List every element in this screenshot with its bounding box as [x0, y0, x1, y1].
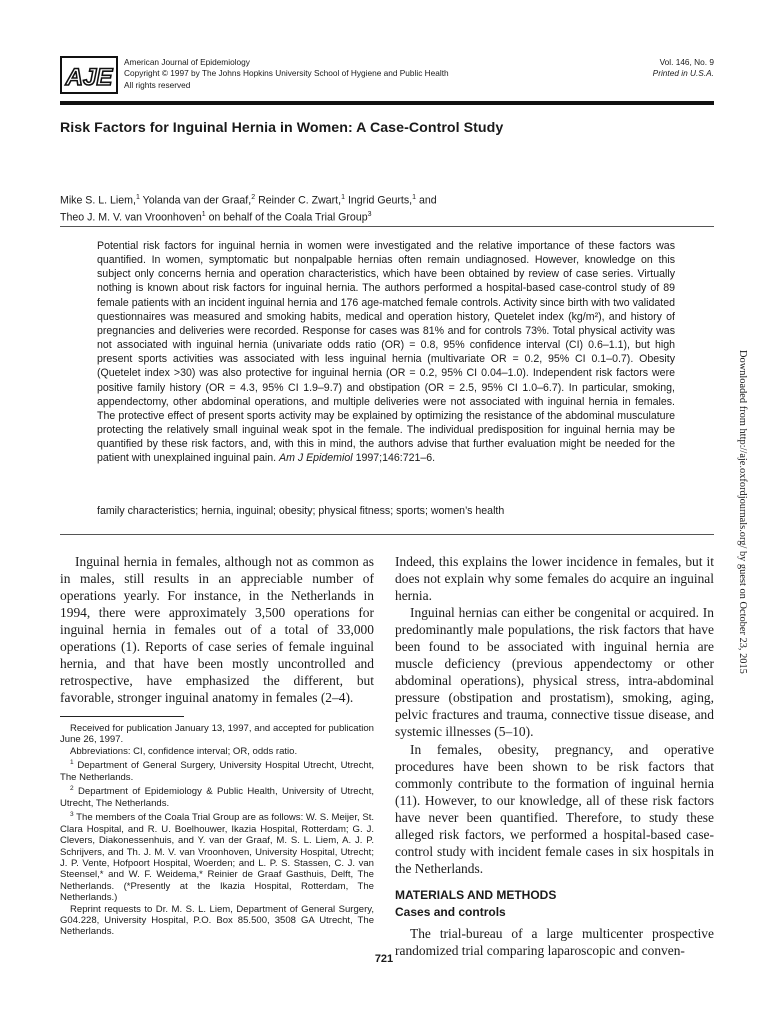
author-affiliation-mark: 3	[367, 211, 372, 219]
section-heading: MATERIALS AND METHODS	[395, 887, 557, 902]
footnote-1: $^1$ Department of General Surgery, University Hospital Utrecht, Utrecht, The Netherlands.	[60, 759, 374, 783]
footnote-3: $^3$ The members of the Coala Trial Group are as follows: W. S. Meijer, St. Clara Hospital, and R. U. Boelhouwer, Ikazia Hospital, Rotterdam; G. J. Clevers, Diakonessenhuis, and Y. van der Graaf, M. S. L. Liem, A. J. P. Schrijvers, and Th. J. M. V. van Vroonhoven, University Hospital, Utrecht; J. P. Vente, Hofpoort Hospital, Woerden; and L. P. S. Stassen, C. J. van Steensel,* and W. F. Weidema,* Reinier de Graaf Gasthuis, Delft, The Netherlands. (*Presently at the Ikazia Hospital, Rotterdam, The Netherlands.)	[60, 811, 374, 904]
download-note-container	[738, 350, 758, 690]
author-list	[60, 191, 437, 225]
footnotes	[60, 723, 374, 938]
received-note: Received for publication January 13, 1997, and accepted for publication June 26, 1997.	[60, 723, 374, 746]
subsection-heading: Cases and controls	[395, 904, 506, 919]
body-column-right	[395, 553, 714, 959]
abstract-text: Potential risk factors for inguinal hernia in women were investigated and the relative importance of these factors was quantified. In women, symptomatic but nonpalpable hernias often remain undiagnosed. However, knowledge on this subject only concerns hernia and operation characteristics, which have been obtained by review of case series. Virtually nothing is known about risk factors for inguinal hernia. The authors performed a hospital-based case-control study of 89 female patients with an incident inguinal hernia and 176 age-matched female controls. Activity since birth with two validated questionnaires was measured and smoking habits, medical and operation history, Quetelet index (kg/m²), and history of pregnancies and deliveries were recorded. Response for cases was 81% and for controls 73%. Total physical activity was not associated with inguinal hernia (univariate odds ratio (OR) = 0.8, 95% confidence interval (CI) 0.6–1.1), but high present sports activities was associated with less inguinal hernia (multivariate OR = 0.2, 95% CI 0.1–0.7). Obesity (Quetelet index >30) was also protective for inguinal hernia (OR = 0.2, 95% CI 0.04–1.0). Independent risk factors were positive family history (OR = 4.3, 95% CI 1.9–9.7) and obstipation (OR = 2.5, 95% CI 1.0–6.7). In particular, smoking, appendectomy, other abdominal operations, and multiple deliveries were not associated with inguinal hernia in females. The protective effect of present sports activity may be explained by optimizing the resistance of the abdominal musculature protecting the relatively small inguinal weak spot in the female. The individual predisposition for inguinal hernia may be quantified by these risk factors, and, with this in mind, the authors advise that further evaluation might be needed for the patient with unexplained inguinal pain.	[97, 240, 675, 465]
author-name: Yolanda van der Graaf,	[142, 194, 252, 207]
body-paragraph: In females, obesity, pregnancy, and operative procedures have been shown to be risk factors that commonly contribute to the formation of inguinal hernia (11). However, to our knowledge, all of these risk factors have never been quantified. Therefore, to study these alleged risk factors, we performed a hospital-based case-control study with incident female cases in six hospitals in the Netherlands.	[395, 741, 714, 876]
author-name: Reinder C. Zwart,	[258, 194, 342, 207]
author-name: Theo J. M. V. van Vroonhoven	[60, 211, 202, 224]
citation-details: 1997;146:721–6.	[355, 452, 436, 465]
body-paragraph: Indeed, this explains the lower incidence in females, but it does not explain why some females do acquire an inguinal hernia.	[395, 554, 714, 604]
abstract-bottom-rule	[60, 534, 714, 535]
author-group: on behalf of the Coala Trial Group	[208, 211, 368, 224]
logo-letters: AJE	[65, 64, 113, 91]
author-line-1	[60, 191, 437, 208]
body-column-left	[60, 553, 374, 706]
author-affiliation-mark: 2	[251, 194, 256, 201]
author-line-2	[60, 208, 437, 225]
author-affiliation-mark: 1	[412, 194, 417, 201]
article-title: Risk Factors for Inguinal Hernia in Women: A Case-Control Study	[60, 120, 504, 136]
author-name: Mike S. L. Liem,	[60, 194, 136, 207]
footnote-2: $^2$ Department of Epidemiology & Public Health, University of Utrecht, Utrecht, The Netherlands.	[60, 785, 374, 809]
body-paragraph: The trial-bureau of a large multicenter prospective randomized trial comparing laparoscopic and conven-	[395, 925, 714, 958]
page-number: 721	[374, 953, 394, 965]
keywords: family characteristics; hernia, inguinal; obesity; physical fitness; sports; women’s health	[97, 505, 505, 517]
volume-info	[653, 57, 714, 80]
publication-info	[124, 57, 449, 91]
author-affiliation-mark: 1	[135, 194, 140, 201]
reprint-note: Reprint requests to Dr. M. S. L. Liem, Department of General Surgery, G04.228, University Hospital, P.O. Box 85.500, 3508 GA Utrecht, The Netherlands.	[60, 903, 374, 938]
journal-name: American Journal of Epidemiology	[124, 57, 250, 67]
aje-logo-icon	[62, 58, 116, 92]
download-note[interactable]: Downloaded from http://aje.oxfordjournals.org/ by guest on October 23, 2015	[737, 350, 748, 674]
header-rule	[60, 101, 714, 105]
author-affiliation-mark: 1	[201, 211, 206, 219]
author-conjunction: and	[418, 194, 437, 207]
abbreviations-note: Abbreviations: CI, confidence interval; OR, odds ratio.	[70, 745, 298, 757]
citation-journal: Am J Epidemiol	[279, 452, 353, 465]
journal-logo	[60, 56, 118, 94]
journal-header	[60, 56, 714, 100]
copyright-line: Copyright © 1997 by The Johns Hopkins University School of Hygiene and Public Health	[124, 68, 449, 79]
volume-number: Vol. 146, No. 9	[659, 57, 714, 67]
body-paragraph: Inguinal hernias can either be congenital or acquired. In predominantly male populations, the risk factors that have been found to be associated with inguinal hernia are muscle deficiency (previous appendectomy or other abdominal operations), physical stress, intra-abdominal pressure (obstipation and prostatism), smoking, aging, pelvic fractures and trauma, connective tissue disease, and systemic illnesses (5–10).	[395, 605, 714, 740]
abstract	[97, 239, 675, 466]
abstract-top-rule	[60, 226, 714, 227]
footnote-rule	[60, 716, 184, 717]
rights-line: All rights reserved	[124, 79, 191, 90]
author-affiliation-mark: 1	[341, 194, 345, 201]
printed-in: Printed in U.S.A.	[652, 68, 714, 79]
body-paragraph: Inguinal hernia in females, although not as common as in males, still results in an appreciable number of operations yearly. For instance, in the Netherlands in 1994, there were approximately 3,500 operations for inguinal hernia in females out of a total of 33,000 operations (1). Reports of case series of female inguinal hernia, and that have been mostly uncontrolled and retrospective, have emphasized the different, but favorable, stronger inguinal anatomy in females (2–4).	[60, 554, 374, 706]
author-name: Ingrid Geurts,	[347, 194, 413, 207]
